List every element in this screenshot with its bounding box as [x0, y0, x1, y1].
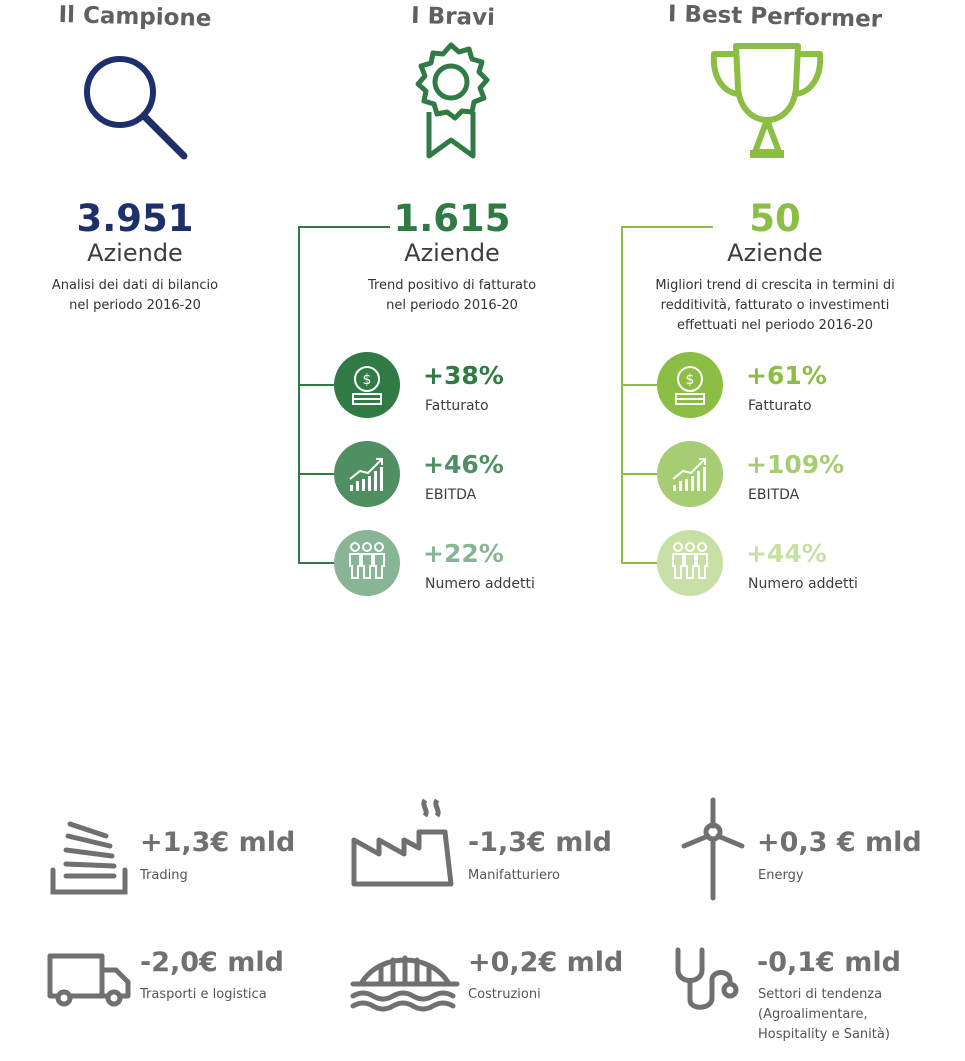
best-kpi-label: Numero addetti — [748, 576, 858, 592]
sector-label: (Agroalimentare, — [758, 1007, 868, 1022]
bravi-tick — [300, 473, 334, 475]
svg-text:$: $ — [362, 372, 372, 388]
bravi-kpi-label: Numero addetti — [425, 576, 535, 592]
sector-value: +0,3 € mld — [757, 827, 922, 858]
best-unit: Aziende — [727, 239, 823, 267]
campione-number: 3.951 — [76, 197, 194, 240]
sector-label: Trasporti e logistica — [140, 987, 267, 1002]
campione-unit: Aziende — [87, 239, 183, 267]
sector-label: Settori di tendenza — [758, 987, 883, 1002]
sector-value: +0,2€ mld — [468, 947, 624, 978]
best-kpi-label: Fatturato — [748, 398, 812, 414]
sector-label: Trading — [140, 868, 188, 883]
bravi-kpi-value: +46% — [423, 450, 504, 479]
bridge-icon — [349, 946, 461, 1016]
coins-icon — [657, 352, 723, 418]
sector-value: -1,3€ mld — [468, 827, 612, 858]
bravi-tick — [300, 562, 334, 564]
bravi-tick — [300, 384, 334, 386]
sector-label: Costruzioni — [468, 987, 541, 1002]
sector-value: -0,1€ mld — [757, 947, 901, 978]
stack-tray-icon — [48, 818, 130, 896]
best-kpi-value: +44% — [746, 539, 827, 568]
wind-turbine-icon — [680, 796, 746, 902]
sector-label: Hospitality e Sanità) — [758, 1027, 890, 1042]
bravi-title: I Bravi — [410, 2, 496, 32]
bravi-kpi-value: +38% — [423, 361, 504, 390]
best-kpi-value: +109% — [746, 450, 845, 479]
best-bracket-top — [621, 226, 713, 228]
bravi-unit: Aziende — [404, 239, 500, 267]
rosette-icon — [405, 40, 497, 162]
growth-chart-icon — [334, 441, 400, 507]
trophy-icon — [708, 40, 826, 162]
bravi-kpi-label: Fatturato — [425, 398, 489, 414]
bravi-number: 1.615 — [393, 197, 511, 240]
magnifier-icon — [80, 52, 192, 162]
best-number: 50 — [749, 197, 801, 240]
truck-icon — [44, 950, 132, 1010]
bravi-kpi-label: EBITDA — [425, 487, 477, 503]
sector-label: Energy — [758, 868, 804, 883]
campione-title: Il Campione — [58, 2, 212, 32]
people-icon — [657, 530, 723, 596]
best-kpi-label: EBITDA — [748, 487, 800, 503]
best-kpi-value: +61% — [746, 361, 827, 390]
best-description: Migliori trend di crescita in termini di redditività, fatturato o investimenti effettuati nel periodo 2016-20 — [655, 278, 895, 333]
bravi-kpi-value: +22% — [423, 539, 504, 568]
factory-icon — [349, 796, 461, 890]
campione-description: Analisi dei dati di bilancio nel periodo 2016-20 — [51, 278, 219, 313]
best-tick — [623, 384, 657, 386]
best-tick — [623, 473, 657, 475]
best-title: I Best Performer — [667, 1, 883, 33]
best-tick — [623, 562, 657, 564]
stethoscope-icon — [672, 944, 752, 1016]
people-icon — [334, 530, 400, 596]
bravi-description: Trend positivo di fatturato nel periodo 2016-20 — [367, 278, 537, 313]
coins-icon — [334, 352, 400, 418]
sector-label: Manifatturiero — [468, 868, 560, 883]
sector-value: -2,0€ mld — [140, 947, 284, 978]
growth-chart-icon — [657, 441, 723, 507]
svg-text:$: $ — [685, 372, 695, 388]
sector-value: +1,3€ mld — [140, 827, 296, 858]
bravi-bracket-top — [298, 226, 390, 228]
